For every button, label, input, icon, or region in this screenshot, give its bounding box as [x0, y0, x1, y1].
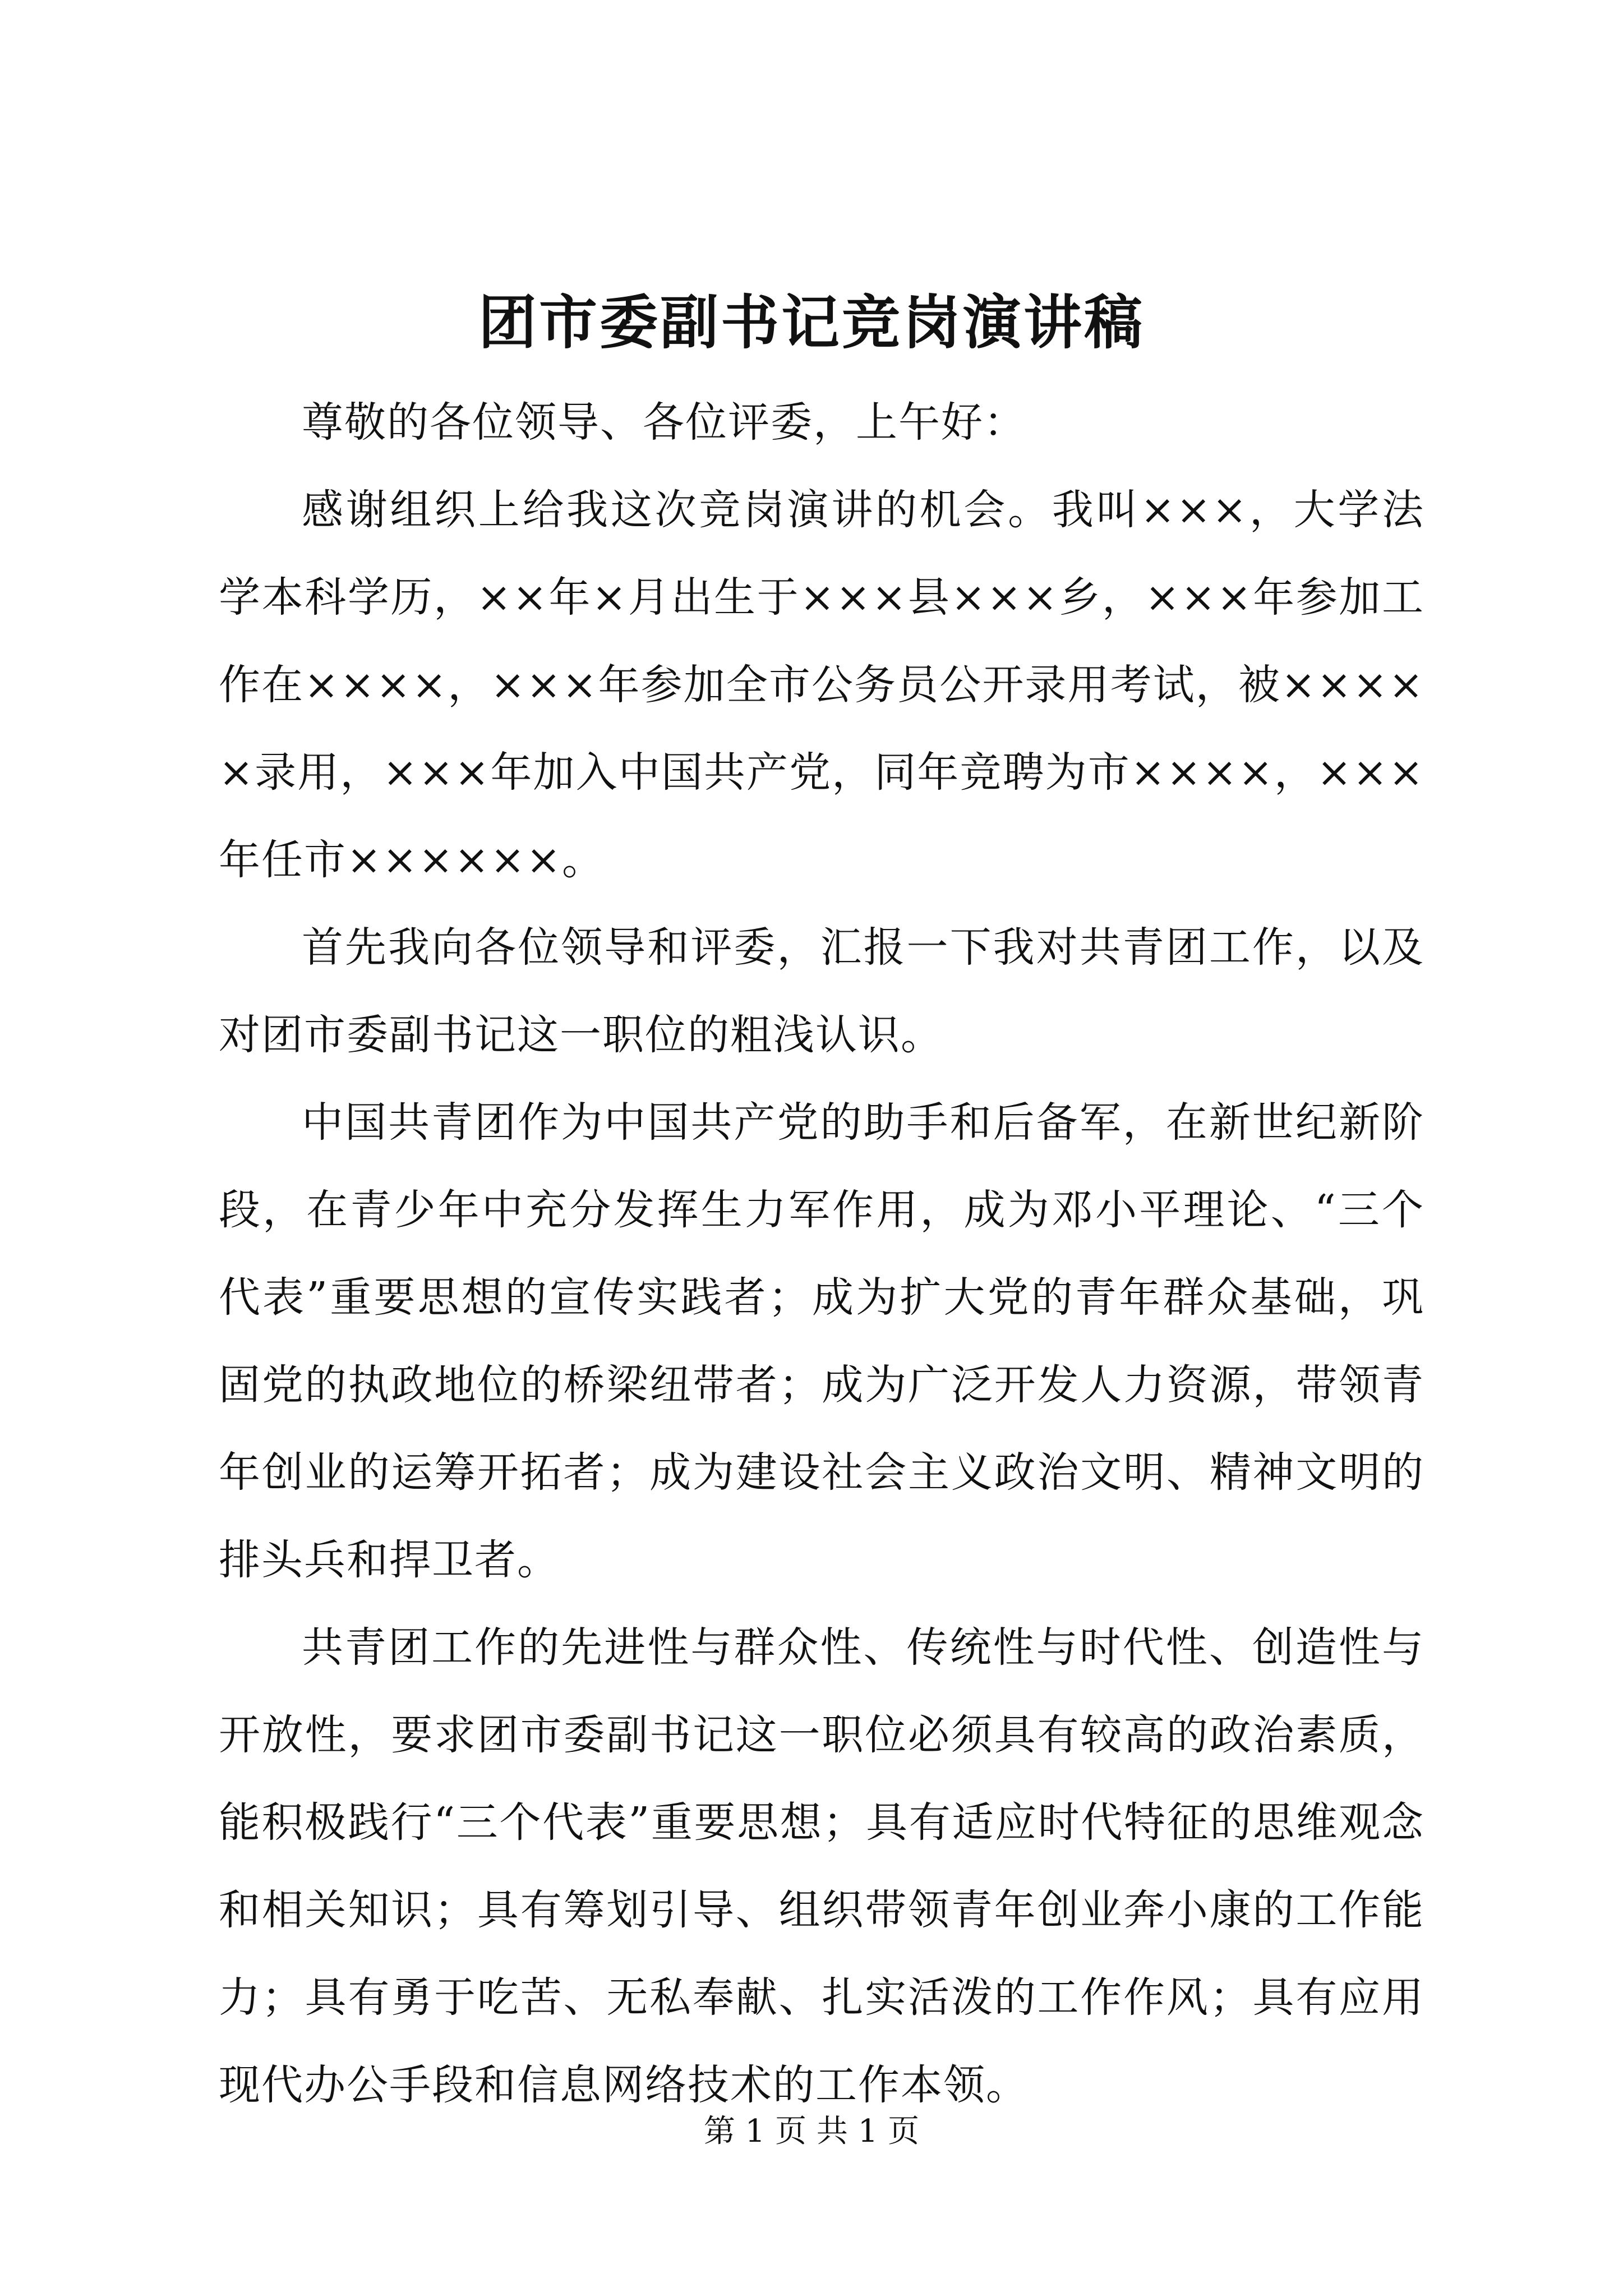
document-title: 团市委副书记竞岗演讲稿: [478, 288, 1145, 357]
intro-statement-paragraph: 首先我向各位领导和评委，汇报一下我对共青团工作，以及对团市委副书记这一职位的粗浅认识。: [219, 923, 1424, 1059]
document-body: [219, 379, 1424, 2129]
league-role-paragraph: 中国共青团作为中国共产党的助手和后备军，在新世纪新阶段，在青少年中充分发挥生力军作用，成为邓小平理论、“三个代表”重要思想的宣传实践者；成为扩大党的青年群众基础，巩固党的执政地位的桥梁纽带者；成为广泛开发人力资源，带领青年创业的运筹开拓者；成为建设社会主义政治文明、精神文明的排头兵和捍卫者。: [219, 1098, 1424, 1584]
page-footer: [0, 2109, 1623, 2154]
page-number: 第 1 页 共 1 页: [703, 2113, 920, 2150]
self-introduction-paragraph: 感谢组织上给我这次竞岗演讲的机会。我叫×××，大学法学本科学历，××年×月出生于×××县×××乡，×××年参加工作在××××，×××年参加全市公务员公开录用考试，被×××××录用，×××年加入中国共产党，同年竞聘为市××××，×××年任市××××××。: [219, 486, 1424, 884]
salutation-paragraph: 尊敬的各位领导、各位评委，上午好：: [302, 398, 1026, 447]
position-requirements-paragraph: 共青团工作的先进性与群众性、传统性与时代性、创造性与开放性，要求团市委副书记这一职位必须具有较高的政治素质，能积极践行“三个代表”重要思想；具有适应时代特征的思维观念和相关知识；具有筹划引导、组织带领青年创业奔小康的工作能力；具有勇于吃苦、无私奉献、扎实活泼的工作作风；具有应用现代办公手段和信息网络技术的工作本领。: [219, 1623, 1424, 2109]
